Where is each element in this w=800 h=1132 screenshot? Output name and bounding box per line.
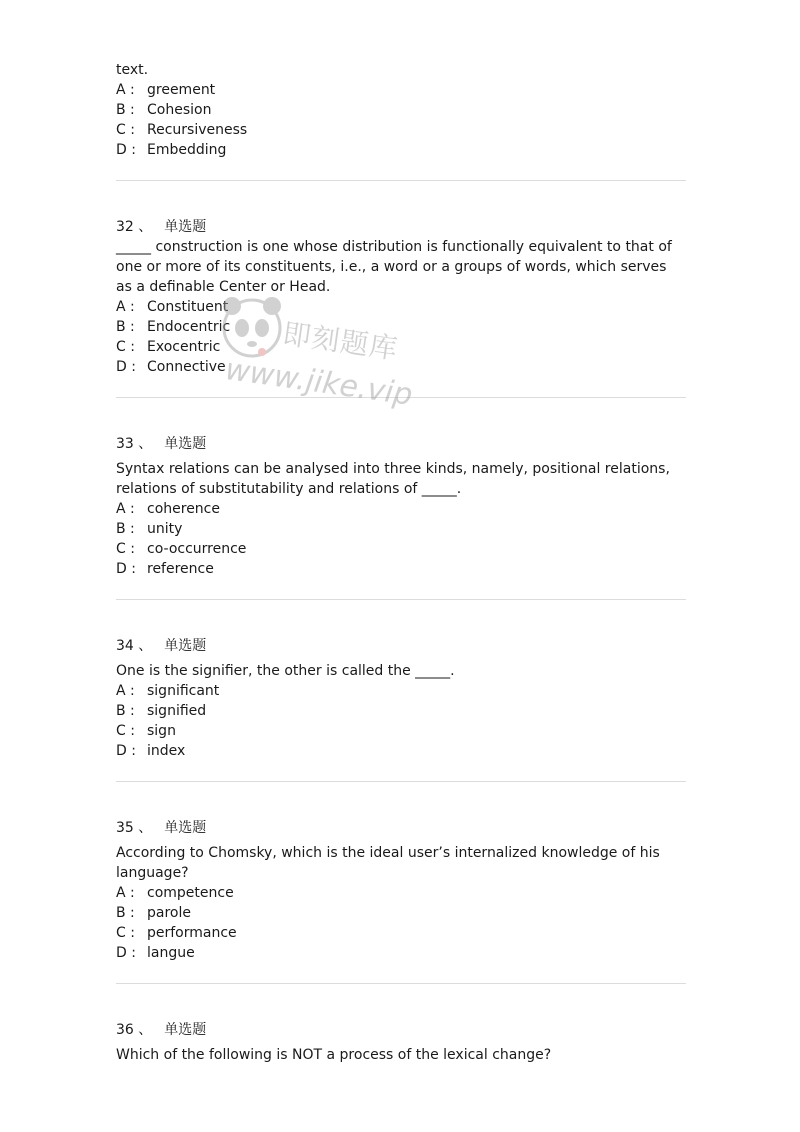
option-a: A : greement [116, 82, 216, 98]
watermark-url: www.jike.vip [223, 352, 415, 413]
option-b: B : signified [116, 703, 207, 719]
question-header [116, 217, 686, 237]
question-number: 34 、 [116, 638, 153, 654]
question-stem: Syntax relations can be analysed into three kinds, namely, positional relations, relations of substitutability and relations of _____. [116, 461, 675, 497]
option-a: A : coherence [116, 501, 220, 517]
option-c: C : Exocentric [116, 339, 221, 355]
question-type: 单选题 [164, 638, 207, 654]
question-header [116, 1020, 686, 1040]
question-type: 单选题 [164, 820, 207, 836]
question-stem: Which of the following is NOT a process of the lexical change? [116, 1047, 552, 1063]
option-b: B : Cohesion [116, 102, 212, 118]
question-type: 单选题 [164, 436, 207, 452]
option-b: B : unity [116, 521, 183, 537]
option-d: D : Embedding [116, 142, 227, 158]
question-number: 35 、 [116, 820, 153, 836]
question-type: 单选题 [164, 219, 207, 235]
question-33 [116, 434, 686, 579]
option-d: D : index [116, 743, 186, 759]
option-a: A : significant [116, 683, 220, 699]
question-number: 33 、 [116, 436, 153, 452]
question-header [116, 434, 686, 454]
question-number: 36 、 [116, 1022, 153, 1038]
option-c: C : performance [116, 925, 237, 941]
question-34 [116, 636, 686, 761]
exam-page [116, 60, 686, 1065]
option-c: C : Recursiveness [116, 122, 248, 138]
question-36 [116, 1020, 686, 1065]
question-stem: _____ construction is one whose distribution is functionally equivalent to that of one or more of its constituents, i.e., a word or a groups of words, which serves as a definable Center or Head. [116, 239, 677, 295]
watermark-brand: 即刻题库 [280, 316, 401, 366]
option-b: B : parole [116, 905, 191, 921]
option-c: C : co-occurrence [116, 541, 247, 557]
question-stem: One is the signifier, the other is called the _____. [116, 663, 455, 679]
option-d: D : langue [116, 945, 195, 961]
option-c: C : sign [116, 723, 176, 739]
question-35 [116, 818, 686, 963]
option-a: A : Constituent [116, 299, 229, 315]
question-32 [116, 217, 686, 377]
question-header [116, 636, 686, 656]
option-d: D : Connective [116, 359, 226, 375]
option-b: B : Endocentric [116, 319, 231, 335]
option-d: D : reference [116, 561, 214, 577]
question-type: 单选题 [164, 1022, 207, 1038]
question-stem: text. [116, 62, 149, 78]
question-number: 32 、 [116, 219, 153, 235]
question-31-tail [116, 60, 686, 160]
option-a: A : competence [116, 885, 234, 901]
question-stem: According to Chomsky, which is the ideal user’s internalized knowledge of his language? [116, 845, 665, 881]
question-header [116, 818, 686, 838]
